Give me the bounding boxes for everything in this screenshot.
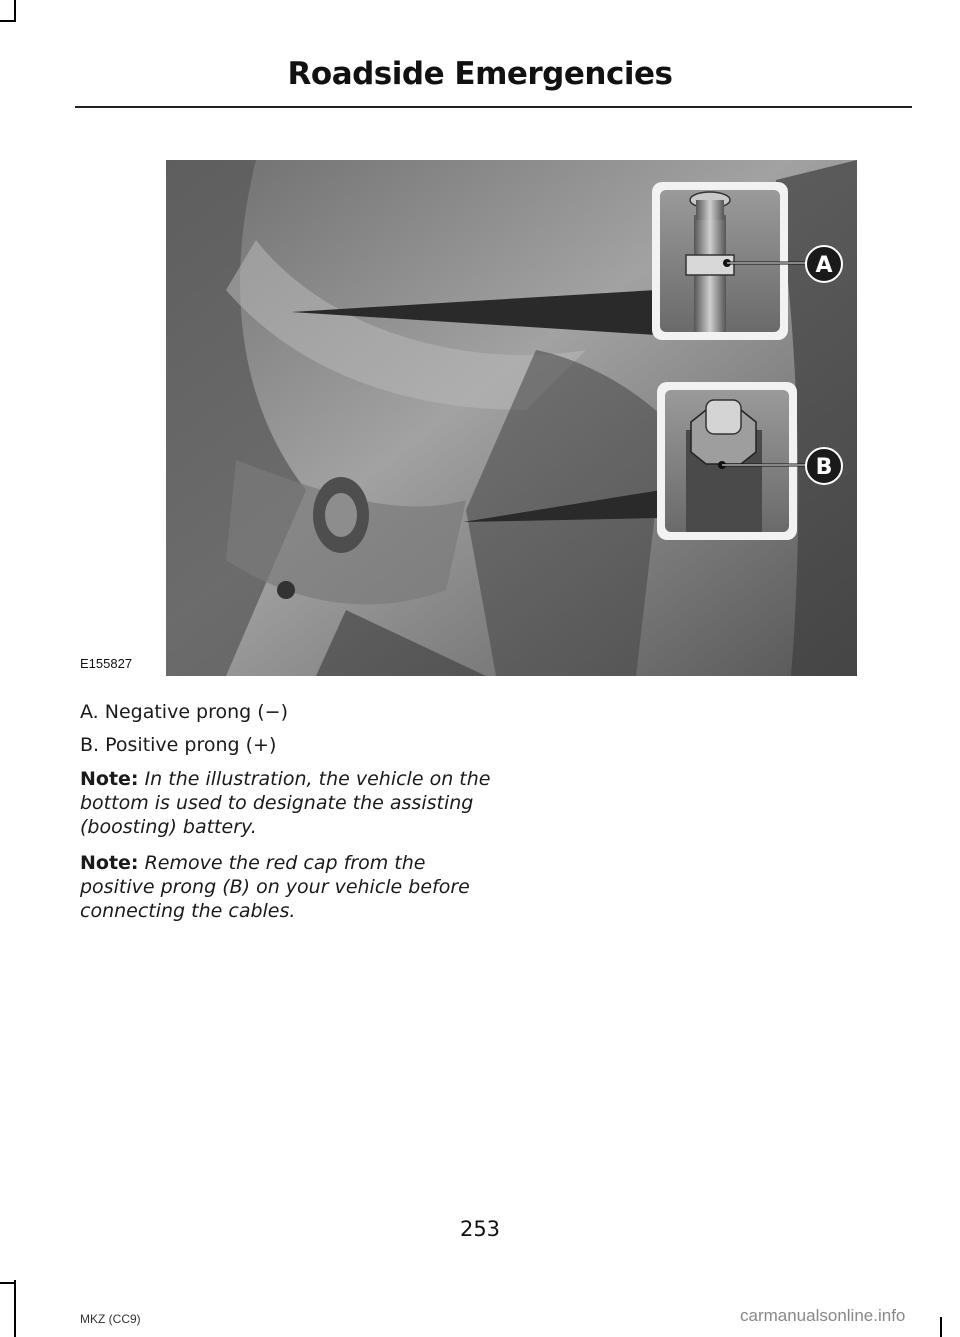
page-title: Roadside Emergencies — [287, 56, 673, 92]
inset-negative-prong — [652, 182, 806, 340]
watermark[interactable]: carmanualsonline.info — [740, 1306, 906, 1325]
legend-item-b: B. Positive prong (+) — [80, 734, 277, 756]
note-1 — [80, 767, 500, 839]
note-2 — [80, 851, 500, 923]
crop-mark-bottom-right — [940, 1317, 942, 1337]
model-code: MKZ (CC9) — [80, 1312, 141, 1326]
callout-b — [806, 448, 842, 484]
body-content — [80, 700, 500, 935]
note-label: Note: — [80, 852, 139, 874]
crop-mark-top-left — [14, 0, 16, 22]
note-text: Remove the red cap from the positive prong (B) on your vehicle before connecting the cables. — [80, 852, 470, 922]
figure-id: E155827 — [80, 656, 133, 671]
page-number: 253 — [459, 1217, 501, 1241]
crop-mark-top-left-h — [0, 20, 16, 22]
crop-mark-bottom-left — [14, 1280, 16, 1337]
callout-b-label: B — [815, 455, 833, 480]
inset-positive-prong — [657, 382, 811, 540]
note-label: Note: — [80, 768, 139, 790]
battery-prongs-illustration — [166, 160, 857, 676]
crop-mark-bottom-left-h — [0, 1282, 16, 1284]
callout-a-label: A — [815, 253, 833, 278]
legend-item-a: A. Negative prong (−) — [80, 701, 289, 723]
note-text: In the illustration, the vehicle on the bottom is used to designate the assisting (boosting) battery. — [80, 768, 491, 838]
callout-a — [806, 246, 842, 282]
header-divider — [75, 106, 912, 108]
